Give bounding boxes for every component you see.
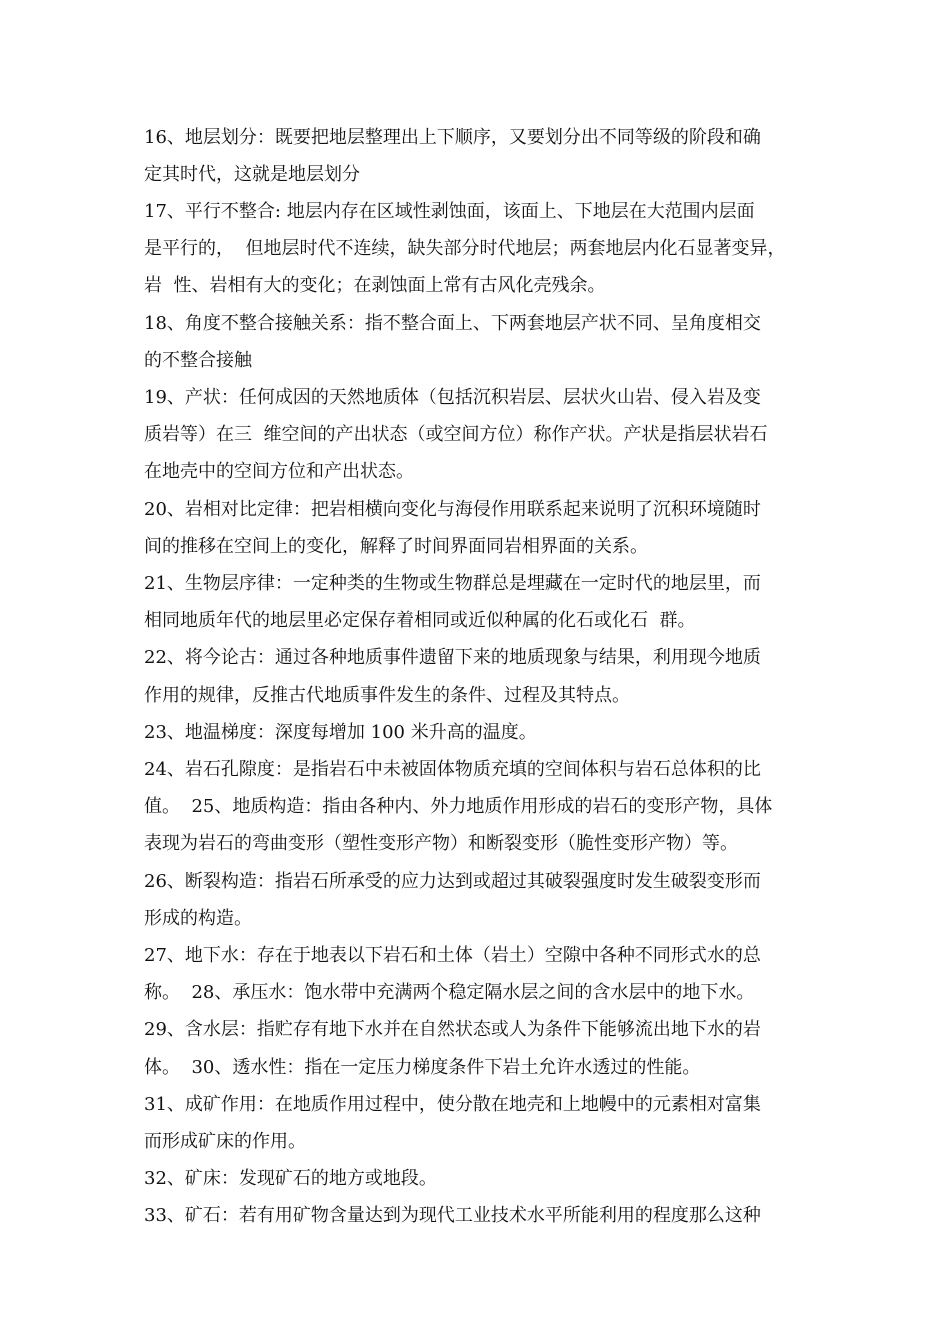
text-line: 16、地层划分：既要把地层整理出上下顺序，又要划分出不同等级的阶段和确 xyxy=(144,127,761,148)
text-line: 23、地温梯度：深度每增加 100 米升高的温度。 xyxy=(144,722,537,743)
text-line: 21、生物层序律：一定种类的生物或生物群总是埋藏在一定时代的地层里，而 xyxy=(144,573,761,594)
text-line: 33、矿石：若有用矿物含量达到为现代工业技术水平所能利用的程度那么这种 xyxy=(144,1205,761,1226)
text-line: 间的推移在空间上的变化，解释了时间界面同岩相界面的关系。 xyxy=(144,536,648,557)
text-line: 定其时代，这就是地层划分 xyxy=(144,164,360,185)
text-line: 形成的构造。 xyxy=(144,908,252,929)
text-line: 32、矿床：发现矿石的地方或地段。 xyxy=(144,1168,437,1189)
text-line: 18、角度不整合接触关系：指不整合面上、下两套地层产状不同、呈角度相交 xyxy=(144,313,761,334)
text-line: 作用的规律，反推古代地质事件发生的条件、过程及其特点。 xyxy=(144,685,630,706)
text-line: 体。 30、透水性：指在一定压力梯度条件下岩土允许水透过的性能。 xyxy=(144,1057,701,1078)
text-line: 24、岩石孔隙度：是指岩石中未被固体物质充填的空间体积与岩石总体积的比 xyxy=(144,759,761,780)
text-line: 而形成矿床的作用。 xyxy=(144,1131,306,1152)
text-line: 20、岩相对比定律：把岩相横向变化与海侵作用联系起来说明了沉积环境随时 xyxy=(144,499,761,520)
text-line: 22、将今论古：通过各种地质事件遗留下来的地质现象与结果，利用现今地质 xyxy=(144,647,761,668)
text-line: 质岩等）在三 维空间的产出状态（或空间方位）称作产状。产状是指层状岩石 xyxy=(144,424,768,445)
text-line: 的不整合接触 xyxy=(144,350,252,371)
text-line: 17、平行不整合: 地层内存在区域性剥蚀面，该面上、下地层在大范围内层面 xyxy=(144,201,755,222)
text-line: 值。 25、地质构造：指由各种内、外力地质作用形成的岩石的变形产物，具体 xyxy=(144,796,773,817)
text-line: 19、产状：任何成因的天然地质体（包括沉积岩层、层状火山岩、侵入岩及变 xyxy=(144,387,761,408)
text-line: 岩 性、岩相有大的变化；在剥蚀面上常有古风化壳残余。 xyxy=(144,275,606,296)
text-line: 称。 28、承压水：饱水带中充满两个稳定隔水层之间的含水层中的地下水。 xyxy=(144,982,755,1003)
text-line: 26、断裂构造：指岩石所承受的应力达到或超过其破裂强度时发生破裂变形而 xyxy=(144,871,761,892)
text-line: 表现为岩石的弯曲变形（塑性变形产物）和断裂变形（脆性变形产物）等。 xyxy=(144,833,738,854)
text-line: 相同地质年代的地层里必定保存着相同或近似种属的化石或化石 群。 xyxy=(144,610,696,631)
text-line: 31、成矿作用：在地质作用过程中，使分散在地壳和上地幔中的元素相对富集 xyxy=(144,1094,761,1115)
text-line: 是平行的， 但地层时代不连续，缺失部分时代地层；两套地层内化石显著变异， xyxy=(144,238,786,259)
text-line: 在地壳中的空间方位和产出状态。 xyxy=(144,461,414,482)
text-line: 29、含水层：指贮存有地下水并在自然状态或人为条件下能够流出地下水的岩 xyxy=(144,1019,761,1040)
text-line: 27、地下水：存在于地表以下岩石和土体（岩土）空隙中各种不同形式水的总 xyxy=(144,945,761,966)
